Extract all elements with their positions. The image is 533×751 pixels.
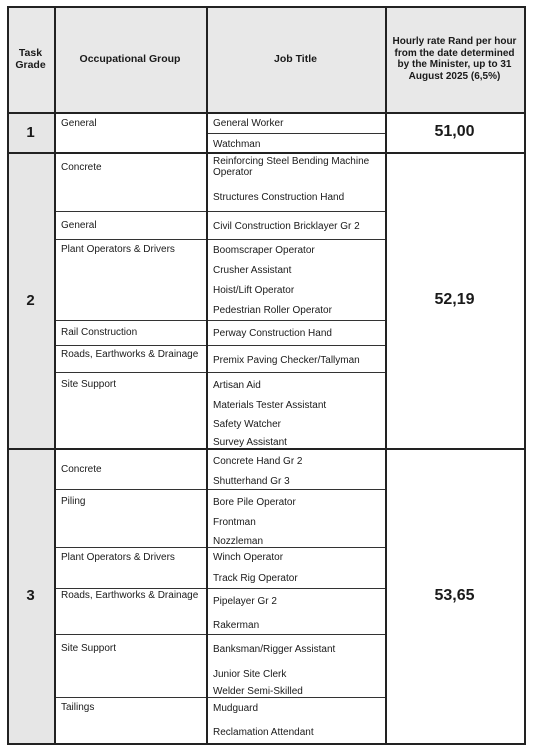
occupational-group-label: Plant Operators & Drivers	[61, 552, 175, 563]
column-divider	[206, 6, 208, 745]
job-title: Materials Tester Assistant	[213, 400, 327, 411]
task-grade-cell: 1	[7, 112, 54, 152]
group-divider	[54, 211, 385, 212]
occupational-group-label: Tailings	[61, 702, 95, 713]
group-divider	[54, 489, 385, 490]
job-title: Safety Watcher	[213, 419, 281, 430]
grade-divider	[7, 112, 524, 114]
group-divider	[54, 320, 385, 321]
table-top-border	[7, 6, 524, 8]
column-divider	[385, 6, 387, 745]
occupational-group-label: Roads, Earthworks & Drainage	[61, 349, 199, 360]
occupational-group-label: Piling	[61, 496, 86, 507]
job-title: General Worker	[213, 118, 284, 129]
job-title: Watchman	[213, 139, 261, 150]
job-title: Hoist/Lift Operator	[213, 285, 295, 296]
group-divider	[54, 634, 385, 635]
occupational-group-label: General	[61, 118, 97, 129]
job-title: Welder Semi-Skilled	[213, 686, 303, 697]
task-grade-cell: 3	[7, 448, 54, 743]
job-title: Nozzleman	[213, 536, 264, 547]
job-title: Premix Paving Checker/Tallyman	[213, 355, 360, 366]
job-divider	[206, 133, 385, 134]
grade-divider	[7, 448, 524, 450]
job-title: Banksman/Rigger Assistant	[213, 644, 336, 655]
job-title: Concrete Hand Gr 2	[213, 456, 303, 467]
job-title: Bore Pile Operator	[213, 497, 296, 508]
task-grade-cell: 2	[7, 152, 54, 448]
table-left-border	[7, 6, 9, 745]
group-divider	[54, 547, 385, 548]
job-title: Shutterhand Gr 3	[213, 476, 290, 487]
job-title: Mudguard	[213, 703, 259, 714]
job-title: Winch Operator	[213, 552, 284, 563]
group-divider	[54, 239, 385, 240]
hourly-rate-cell: 51,00	[434, 123, 475, 140]
job-title: Frontman	[213, 517, 256, 528]
header-occupational-group: Occupational Group	[54, 6, 206, 112]
table-bottom-border	[7, 743, 524, 745]
occupational-group-label: Roads, Earthworks & Drainage	[61, 590, 199, 601]
occupational-group-label: General	[61, 220, 97, 231]
job-title: Junior Site Clerk	[213, 669, 287, 680]
occupational-group-label: Concrete	[61, 162, 102, 173]
header-task-grade: Task Grade	[7, 6, 54, 112]
job-title: Pedestrian Roller Operator	[213, 305, 332, 316]
job-title: Rakerman	[213, 620, 260, 631]
job-title: Crusher Assistant	[213, 265, 292, 276]
job-title: Structures Construction Hand	[213, 192, 345, 203]
column-divider	[54, 6, 56, 745]
occupational-group-label: Concrete	[61, 464, 102, 475]
job-title: Track Rig Operator	[213, 573, 298, 584]
job-title: Reclamation Attendant	[213, 727, 314, 738]
grade-divider	[7, 152, 524, 154]
job-title: Perway Construction Hand	[213, 328, 332, 339]
job-title: Artisan Aid	[213, 380, 261, 391]
group-divider	[54, 588, 385, 589]
job-title: Pipelayer Gr 2	[213, 596, 277, 607]
header-hourly-rate: Hourly rate Rand per hour from the date determined by the Minister, up to 31 August 2025 (6,5%)	[385, 6, 524, 112]
group-divider	[54, 372, 385, 373]
occupational-group-label: Site Support	[61, 379, 117, 390]
job-title: Reinforcing Steel Bending Machine Operator	[213, 156, 370, 178]
header-job-title: Job Title	[206, 6, 385, 112]
occupational-group-label: Plant Operators & Drivers	[61, 244, 175, 255]
hourly-rate-cell: 53,65	[434, 586, 475, 604]
job-title: Survey Assistant	[213, 437, 287, 448]
group-divider	[54, 697, 385, 698]
occupational-group-label: Rail Construction	[61, 327, 138, 338]
job-title: Civil Construction Bricklayer Gr 2	[213, 221, 360, 232]
occupational-group-label: Site Support	[61, 643, 117, 654]
table-right-border	[524, 6, 526, 745]
job-title: Boomscraper Operator	[213, 245, 315, 256]
hourly-rate-cell: 52,19	[434, 291, 475, 308]
group-divider	[54, 345, 385, 346]
